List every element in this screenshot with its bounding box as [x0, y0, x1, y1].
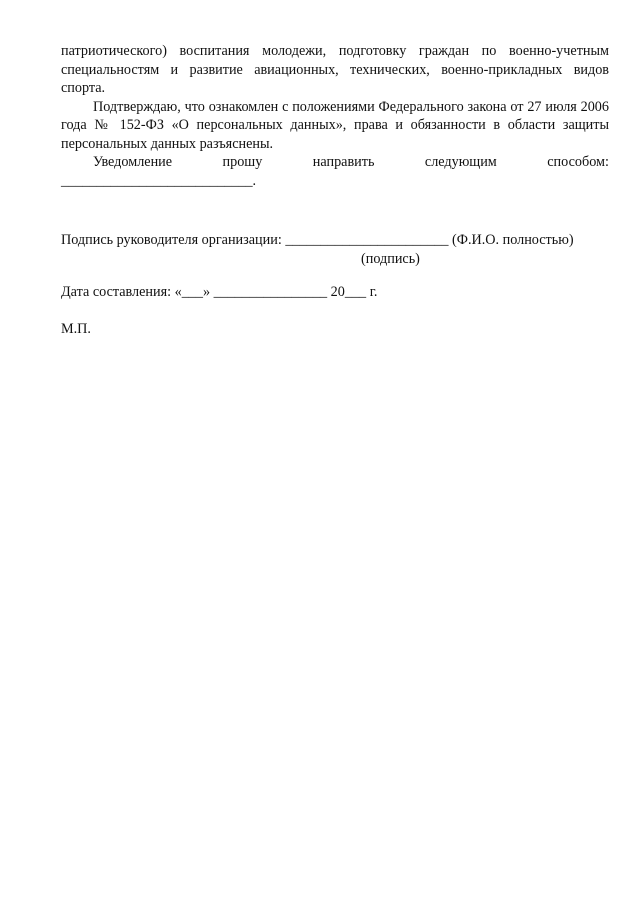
stamp-placeholder: М.П.	[61, 320, 91, 337]
document-page	[61, 42, 609, 338]
notice-method-blank[interactable]: ___________________________.	[61, 172, 257, 189]
paragraph-personal-data-consent: Подтверждаю, что ознакомлен с положениями Федерального закона от 27 июля 2006 года № 152-ФЗ «О персональных данных», права и обязанности в области защиты персональных данных разъяснены.	[61, 98, 609, 152]
notice-method-line	[61, 153, 609, 172]
notice-word: прошу	[222, 154, 263, 170]
paragraph-sports: патриотического) воспитания молодежи, подготовку граждан по военно-учетным специальностям и развитие авиационных, технических, военно-прикладных видов спорта.	[61, 43, 609, 96]
notice-word: Уведомление	[93, 154, 173, 170]
signature-line[interactable]: Подпись руководителя организации: _______________________ (Ф.И.О. полностью)	[61, 232, 574, 248]
notice-word: следующим	[424, 154, 497, 170]
notice-word: способом:	[547, 154, 609, 170]
notice-word: направить	[312, 154, 375, 170]
signature-caption: (подпись)	[361, 250, 420, 267]
signature-block	[61, 231, 609, 268]
date-line[interactable]: Дата составления: «___» ________________ 20___ г.	[61, 284, 378, 300]
